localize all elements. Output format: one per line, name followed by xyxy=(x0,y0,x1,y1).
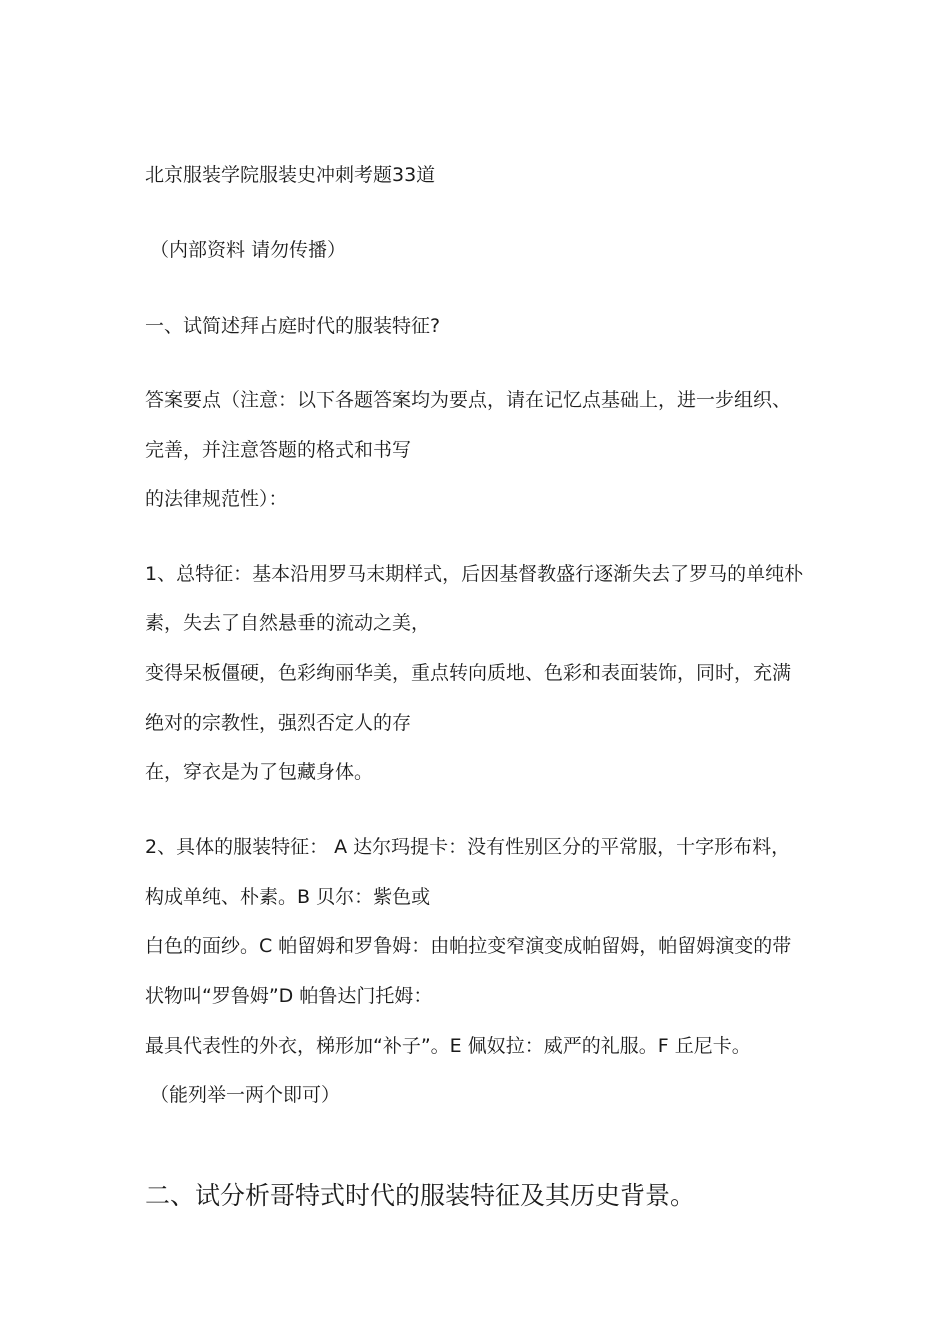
answer-1-line: 素，失去了自然悬垂的流动之美， xyxy=(145,612,431,634)
answer-1-line: 绝对的宗教性，强烈否定人的存 xyxy=(145,712,412,734)
answer-2-line: 构成单纯、朴素。B 贝尔：紫色或 xyxy=(145,886,431,908)
answer-1-line: 变得呆板僵硬，色彩绚丽华美，重点转向质地、色彩和表面装饰，同时，充满 xyxy=(145,662,792,684)
question-2-heading: 二、试分析哥特式时代的服装特征及其历史背景。 xyxy=(145,1181,696,1210)
answer-2-line: 2、具体的服装特征： A 达尔玛提卡：没有性别区分的平常服，十字形布料， xyxy=(145,836,791,858)
answer-note-line: 答案要点（注意：以下各题答案均为要点，请在记忆点基础上，进一步组织、 xyxy=(145,389,792,411)
answer-note-line: 完善，并注意答题的格式和书写 xyxy=(145,439,412,461)
answer-2-line: （能列举一两个即可） xyxy=(150,1084,341,1106)
answer-2-line: 最具代表性的外衣，梯形加“补子”。E 佩奴拉：威严的礼服。F 丘尼卡。 xyxy=(145,1035,751,1057)
answer-1-line: 在，穿衣是为了包藏身体。 xyxy=(145,761,374,783)
answer-note-line: 的法律规范性）： xyxy=(145,488,288,510)
document-subtitle: （内部资料 请勿传播） xyxy=(150,239,347,261)
question-1-heading: 一、试简述拜占庭时代的服装特征? xyxy=(145,315,441,337)
answer-1-line: 1、总特征：基本沿用罗马末期样式，后因基督教盛行逐渐失去了罗马的单纯朴 xyxy=(145,563,804,585)
document-title: 北京服装学院服装史冲刺考题33道 xyxy=(145,164,436,186)
answer-2-line: 白色的面纱。C 帕留姆和罗鲁姆：由帕拉变窄演变成帕留姆，帕留姆演变的带 xyxy=(145,935,792,957)
answer-2-line: 状物叫“罗鲁姆”D 帕鲁达门托姆： xyxy=(145,985,433,1007)
